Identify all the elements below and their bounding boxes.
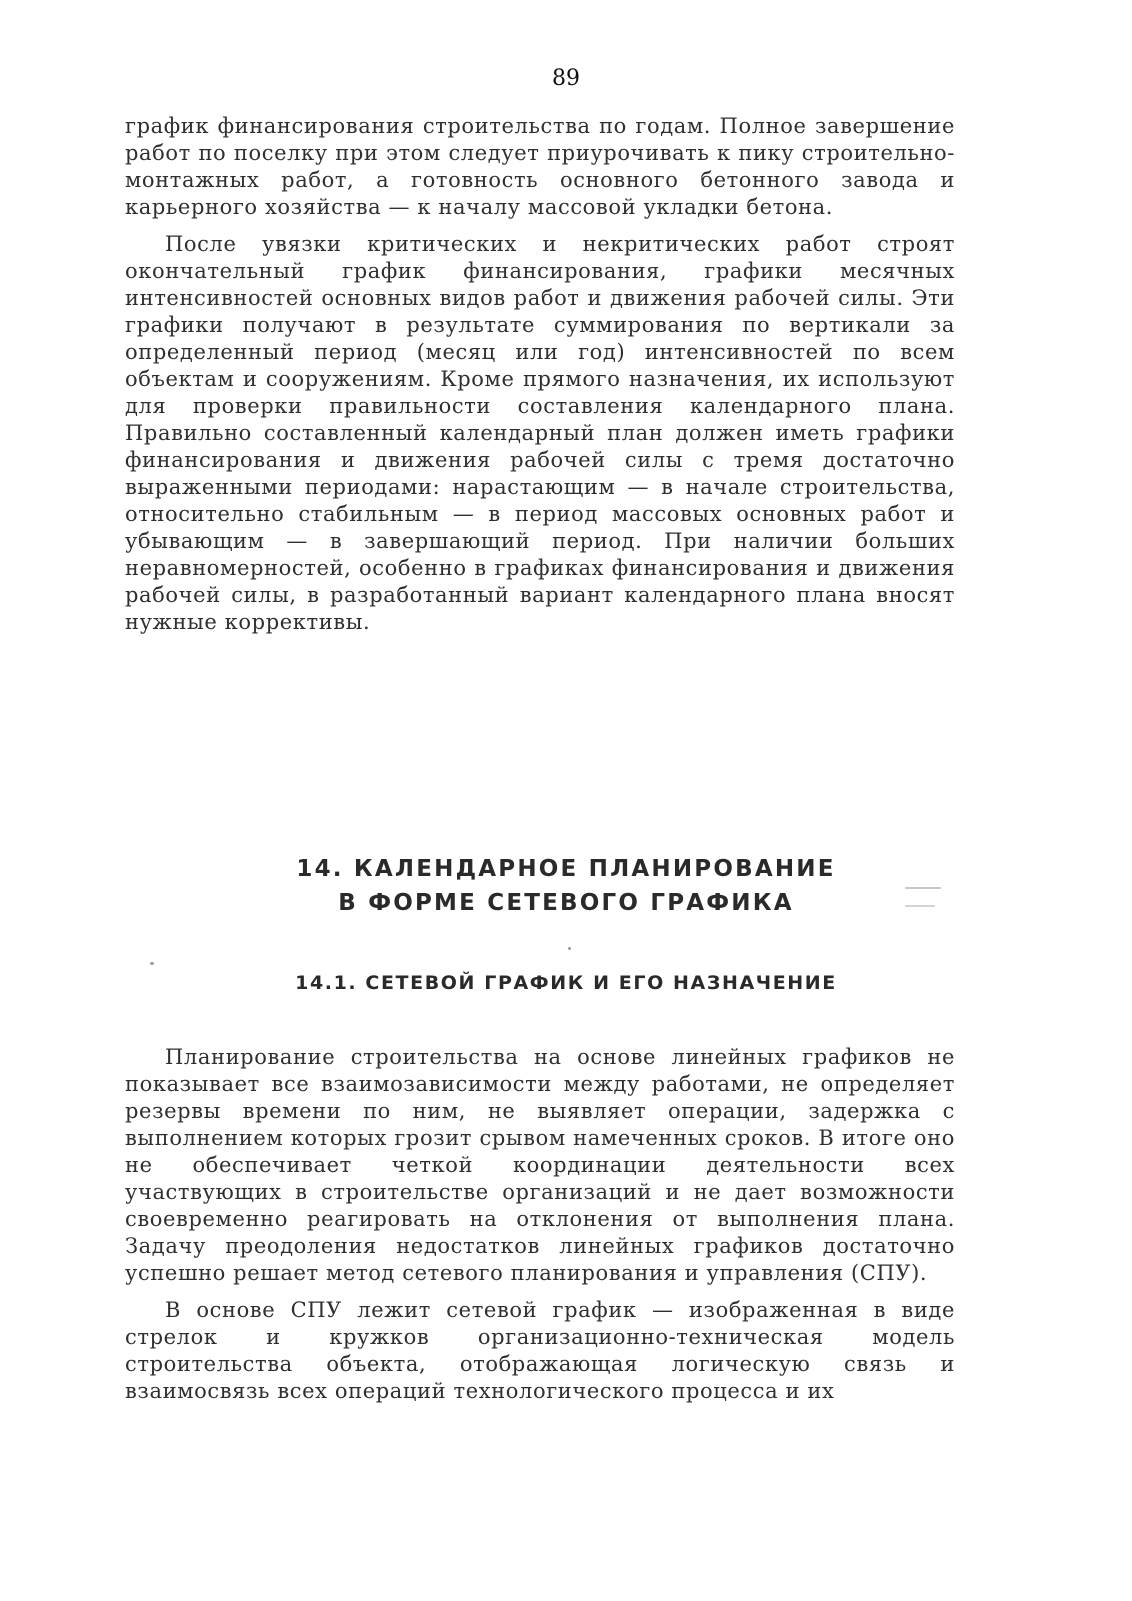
body-text-top [125, 113, 955, 636]
section-heading-line: В ФОРМЕ СЕТЕВОГО ГРАФИКА [338, 890, 794, 916]
scan-speck [905, 905, 935, 907]
section-heading [0, 852, 1132, 920]
paragraph: В основе СПУ лежит сетевой график — изображенная в виде стрелок и кружков организационно-техническая модель строительства объекта, отображающая логическую связь и взаимосвязь всех операций технологического процесса и их [125, 1298, 955, 1403]
subsection-heading: 14.1. СЕТЕВОЙ ГРАФИК И ЕГО НАЗНАЧЕНИЕ [295, 972, 837, 994]
scan-speck [150, 962, 154, 965]
section-heading-line: 14. КАЛЕНДАРНОЕ ПЛАНИРОВАНИЕ [296, 856, 836, 882]
page-number: 89 [552, 66, 580, 91]
paragraph: график финансирования строительства по годам. Полное завершение работ по поселку при этом следует приурочивать к пику строительно-монтажных работ, а готовность основного бетонного завода и карьерного хозяйства — к началу массовой укладки бетона. [125, 114, 955, 219]
body-text-bottom [125, 1044, 955, 1405]
paragraph: После увязки критических и некритических работ строят окончательный график финансирования, графики месячных интенсивностей основных видов работ и движения рабочей силы. Эти графики получают в результате суммирования по вертикали за определенный период (месяц или год) интенсивностей по всем объектам и сооружениям. Кроме прямого назначения, их используют для проверки правильности составления календарного плана. Правильно составленный календарный план должен иметь графики финансирования и движения рабочей силы с тремя достаточно выраженными периодами: нарастающим — в начале строительства, относительно стабильным — в период массовых основных работ и убывающим — в завершающий период. При наличии больших неравномерностей, особенно в графиках финансирования и движения рабочей силы, в разработанный вариант календарного плана вносят нужные коррективы. [125, 232, 955, 634]
paragraph: Планирование строительства на основе линейных графиков не показывает все взаимозависимости между работами, не определяет резервы времени по ним, не выявляет операции, задержка с выполнением которых грозит срывом намеченных сроков. В итоге оно не обеспечивает четкой координации деятельности всех участвующих в строительстве организаций и не дает возможности своевременно реагировать на отклонения от выполнения плана. Задачу преодоления недостатков линейных графиков достаточно успешно решает метод сетевого планирования и управления (СПУ). [125, 1045, 955, 1285]
scan-speck [905, 887, 941, 889]
scan-speck [568, 947, 571, 950]
